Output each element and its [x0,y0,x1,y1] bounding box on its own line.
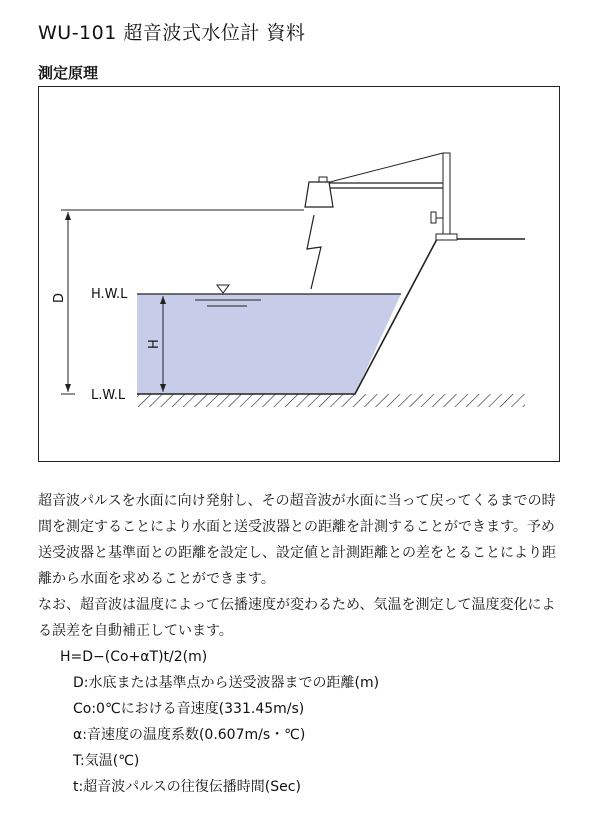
pole-base [436,234,457,240]
definition-alpha: α:音速度の温度系数(0.607m/s・℃) [73,727,306,743]
description-text [38,488,568,800]
water-body [137,294,401,394]
label-d: D [52,292,67,303]
d-arrow-top [65,212,71,220]
label-h: H [147,339,162,349]
definition-d: D:水底または基準点から送受波器までの距離(m) [73,675,380,691]
ultrasonic-pulse-icon [307,215,321,289]
paragraph-principle: 超音波パルスを水面に向け発射し、その超音波が水面に当って戻ってくるまでの時間を測定することにより水面と送受波器との距離を計測することができます。予め送受波器と基準面との距離を設定し、設定値と計測距離との差をとることにより距離から水面を求めることができます。 [38,493,556,587]
d-arrow-bottom [65,384,71,392]
section-heading: 測定原理 [38,64,99,82]
label-lwl: L.W.L [91,388,126,403]
definition-t-temp: T:気温(℃) [73,753,140,769]
paragraph-temperature: なお、超音波は温度によって伝播速度が変わるため、気温を測定して温度変化による誤差を自動補正しています。 [38,597,556,639]
definition-co: Co:0℃における音速度(331.45m/s) [73,701,305,717]
arm-brace [326,153,443,183]
measurement-principle-diagram [38,86,560,462]
definition-t-time: t:超音波パルスの往復伝播時間(Sec) [73,779,301,795]
label-hwl: H.W.L [91,287,128,302]
document-title: WU-101 超音波式水位計 資料 [38,22,306,44]
formula: H=D−(Co+αT)t/2(m) [60,649,208,665]
mounting-pole [443,153,450,239]
diagram-svg [39,87,561,463]
clamp-knob [431,212,436,223]
ultrasonic-sensor-icon [305,182,333,207]
water-level-marker-icon [217,285,229,293]
